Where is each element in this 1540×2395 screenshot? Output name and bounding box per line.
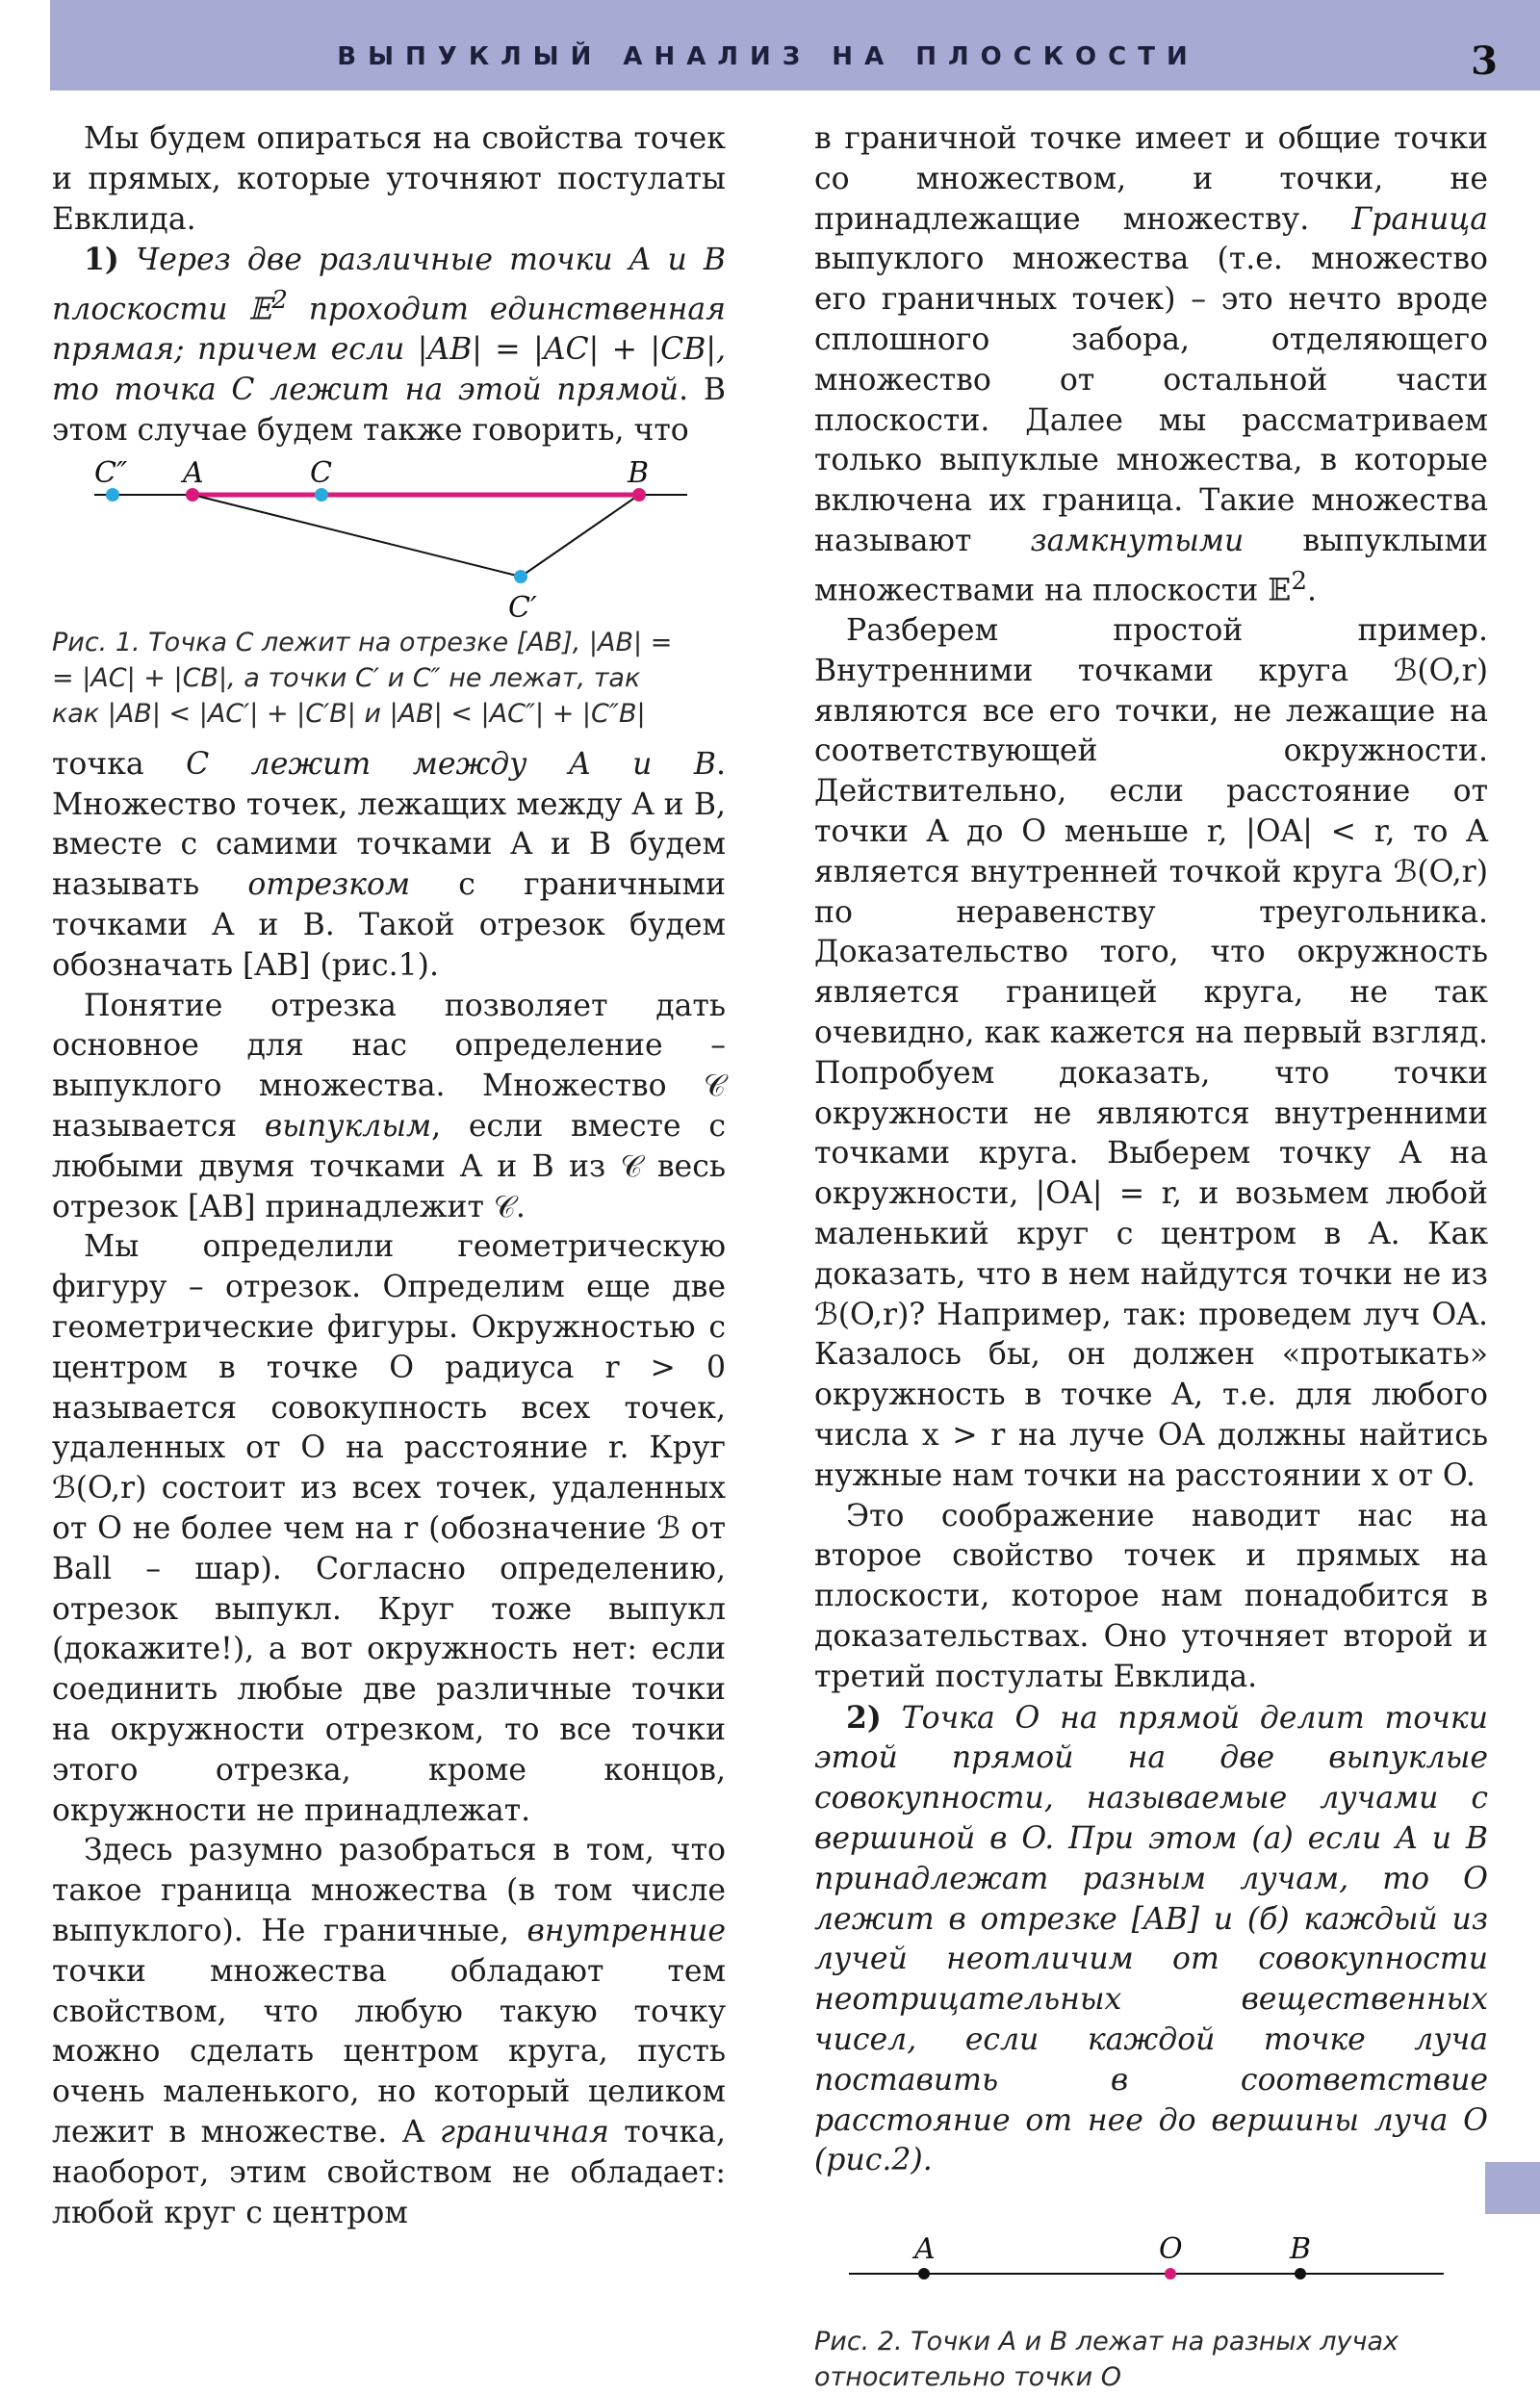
figure-2-caption: Рис. 2. Точки A и B лежат на разных лучах относительно точки O [814, 2327, 1399, 2393]
fig1-label-a: A [183, 455, 204, 490]
convex-text-a: Понятие отрезка позволяет дать основное для нас определение – выпуклого множества. Множество 𝒞 называется [52, 988, 726, 1145]
boundary-text-italic-2: граничная [439, 2114, 609, 2150]
boundary-text-c: точка, наоборот, этим свойством не обладает: любой круг с центром [52, 2114, 727, 2230]
cont-text-a: в граничной точке имеет и общие точки со множеством, и точки, не принадлежащие множеству. [814, 121, 1488, 237]
fig2-point-o [1165, 2268, 1176, 2279]
cont-text-italic: Граница [1351, 201, 1488, 237]
between-text-c: с граничными точками A и B. Такой отрезок будем обозначать [AB] (рис.1). [52, 867, 726, 983]
fig2-point-a [918, 2268, 930, 2279]
between-text-b: . Множество точек, лежащих между A и B, вместе с самими точками A и B будем называть [52, 746, 726, 903]
figure-1-caption [52, 625, 726, 732]
cont-text-sup: 2 [1291, 566, 1308, 596]
between-text-italic: C лежит между A и B [186, 746, 716, 782]
fig2-label-b: B [1290, 2232, 1312, 2267]
cont-text-c: выпуклыми множествами на плоскости 𝔼 [814, 523, 1488, 608]
boundary-text-a: Здесь разумно разобраться в том, что такое граница множества (в том числе выпуклого). Не граничные, [52, 1833, 726, 1948]
running-title: ВЫПУКЛЫЙ АНАЛИЗ НА ПЛОСКОСТИ [337, 42, 1199, 71]
boundary-text-b: точки множества обладают тем свойством, что любую такую точку можно сделать центром круга, пусть очень маленького, но который целиком лежит в множестве. А [52, 1953, 726, 2150]
fig1-label-b: B [628, 455, 650, 490]
cont-text-b: выпуклого множества (т.е. множество его граничных точек) – это нечто вроде сплошного забора, отделяющего множество от остальной части плоскости. Далее мы рассматриваем только выпуклые множества, в которые включена их граница. Такие множества называют [814, 242, 1488, 558]
fig1-line-ac1 [192, 495, 521, 577]
boundary-text-italic: внутренние [526, 1913, 726, 1948]
cont-text-d: . [1307, 573, 1318, 608]
fig1-label-c2: C″ [94, 455, 128, 490]
fig2-point-b [1295, 2268, 1306, 2279]
figure-1-caption-line-2: = |AC| + |CB|, а точки C′ и C″ не лежат, так [52, 662, 641, 693]
left-column [52, 119, 726, 2233]
fig1-point-a [186, 488, 199, 502]
fig1-label-c1: C′ [508, 590, 537, 625]
corner-decoration [1485, 2162, 1540, 2214]
postulate-1-text-a: Через две различные точки A и B плоскости 𝔼 [52, 243, 726, 327]
right-column [814, 119, 1488, 2395]
fig2-label-a: A [914, 2232, 936, 2267]
paragraph-example: Разберем простой пример. Внутренними точками круга ℬ(O,r) являются все его точки, не лежащие на соответствующей окружности. Действительно, если расстояние от точки A до O меньше r, |OA| < r, то A является внутренней точкой круга ℬ(O,r) по неравенству треугольника. Доказательство того, что окружность является границей круга, не так очевидно, как кажется на первый взгляд. Попробуем доказать, что точки окружности не являются внутренними точками круга. Выберем точку A на окружности, |OA| = r, и возьмем любой маленький круг с центром в A. Как доказать, что в нем найдутся точки не из ℬ(O,r)? Например, так: проведем луч OA. Казалось бы, он должен «протыкать» окружность в точке A, т.е. для любого числа x > r на луче OA должны найтись нужные нам точки на расстоянии x от O. [814, 613, 1488, 1493]
paragraph-convex [52, 987, 726, 1228]
postulate-1-tail: . В этом случае будем также говорить, что [52, 373, 726, 449]
figure-2 [814, 2195, 1488, 2310]
paragraph-continued [814, 119, 1488, 611]
between-text-a: точка [52, 746, 187, 782]
figure-1-caption-line-3: как |AB| < |AC′| + |C′B| и |AB| < |AC″| + |C″B| [52, 698, 646, 729]
postulate-1 [52, 240, 726, 451]
running-header [50, 0, 1540, 90]
fig1-point-b [632, 488, 646, 502]
convex-text-italic: выпуклым [264, 1109, 432, 1145]
between-text-italic-2: отрезком [247, 867, 411, 903]
paragraph-intro: Мы будем опираться на свойства точек и прямых, которые уточняют постулаты Евклида. [52, 121, 726, 237]
fig1-label-c: C [310, 455, 332, 490]
cont-text-italic-2: замкнутыми [1030, 523, 1245, 558]
paragraph-circle: Мы определили геометрическую фигуру – отрезок. Определим еще две геометрические фигуры. Окружностью с центром в точке O радиуса r > 0 называется совокупность всех точек, удаленных от O на расстояние r. Круг ℬ(O,r) состоит из всех точек, удаленных от O не более чем на r (обозначение ℬ от Ball – шар). Согласно определению, отрезок выпукл. Круг тоже выпукл (докажите!), а вот окружность нет: если соединить любые две различные точки на окружности отрезком, то все точки этого отрезка, кроме концов, окружности не принадлежат. [52, 1229, 726, 1828]
fig1-point-c1 [514, 570, 527, 583]
fig1-point-c2 [106, 488, 119, 502]
paragraph-between [52, 745, 726, 987]
figure-1 [52, 451, 726, 625]
paragraph-second-property: Это соображение наводит нас на второе свойство точек и прямых на плоскости, которое нам понадобится в доказательствах. Оно уточняет второй и третий постулаты Евклида. [814, 1498, 1488, 1694]
convex-text-b: , если вместе с любыми двумя точками A и B из 𝒞 весь отрезок [AB] принадлежит 𝒞. [52, 1109, 726, 1224]
fig2-label-o: O [1159, 2232, 1183, 2267]
postulate-2 [814, 1698, 1488, 2182]
postulate-2-text: Точка O на прямой делит точки этой прямой на две выпуклые совокупности, называемые лучами с вершиной в O. При этом (а) если A и B принадлежат разным лучам, то O лежит в отрезке [AB] и (б) каждый из лучей неотличим от совокупности неотрицательных вещественных чисел, если каждой точке луча поставить в соответствие расстояние от нее до вершины луча O (рис.2). [814, 1700, 1488, 2178]
fig1-line-c1b [521, 495, 639, 577]
postulate-1-text-b: проходит единственная прямая; причем если |AB| = |AC| + |CB|, то точка C лежит на этой прямой [52, 292, 726, 408]
fig1-point-c [315, 488, 328, 502]
figure-1-caption-line-1: Рис. 1. Точка C лежит на отрезке [AB], |AB| = [52, 627, 673, 657]
paragraph-boundary [52, 1831, 726, 2233]
page-number: 3 [1471, 39, 1498, 84]
postulate-2-number: 2) [846, 1699, 882, 1736]
postulate-1-sup: 2 [271, 286, 288, 316]
postulate-1-number: 1) [84, 242, 119, 278]
